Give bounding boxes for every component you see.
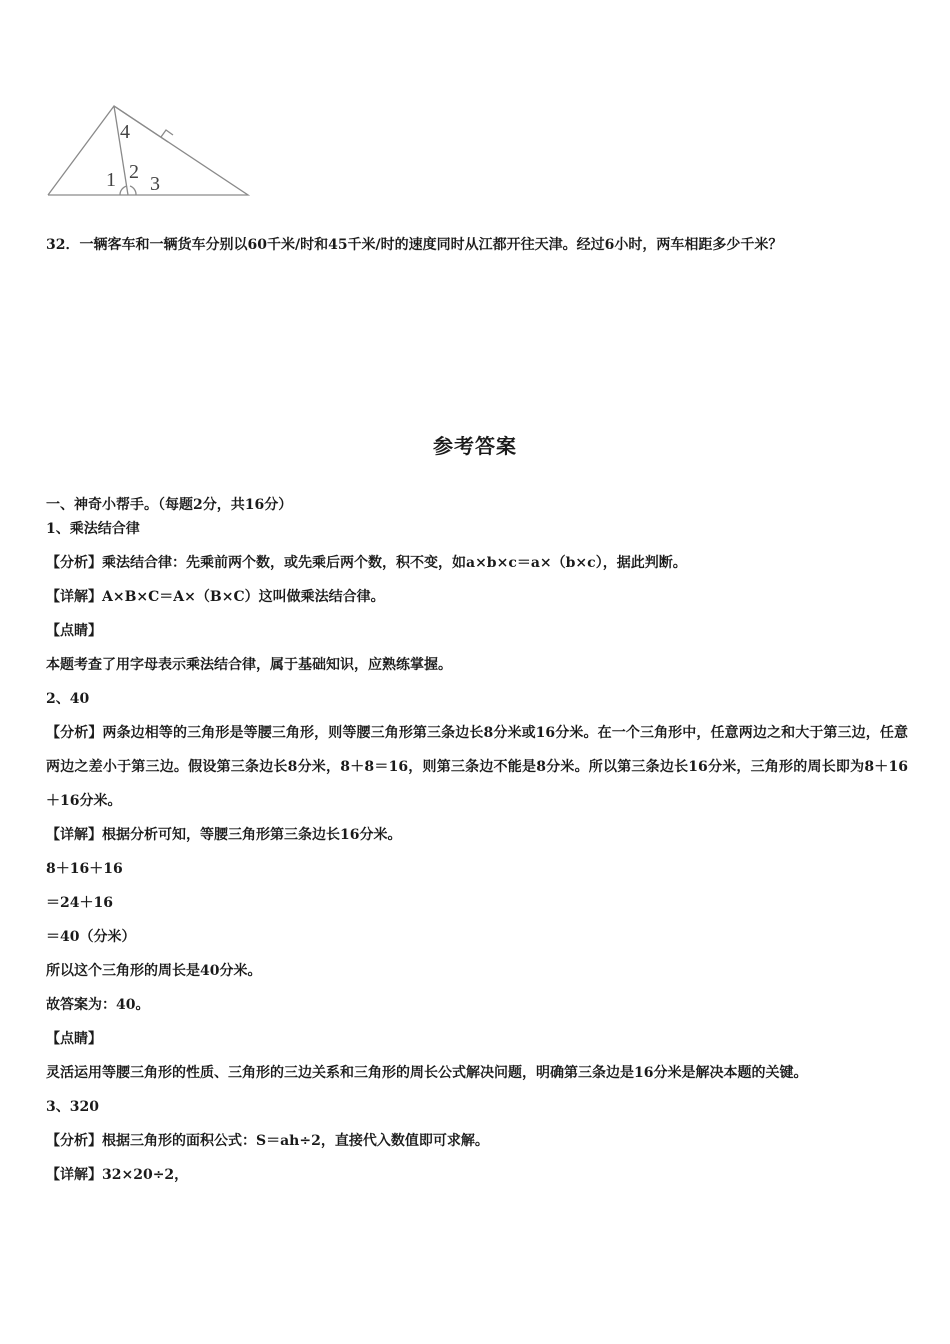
answer-2-title: 2、40 [46,691,90,707]
right-angle-mark [161,130,173,137]
answer-1-analysis: 【分析】乘法结合律：先乘前两个数，或先乘后两个数，积不变，如a×b×c＝a×（b×c），据此判断。 [46,555,687,571]
angle-bisector-line [114,106,128,195]
answer-2-conclusion: 所以这个三角形的周长是40分米。 [46,963,262,979]
answer-2-analysis: 【分析】两条边相等的三角形是等腰三角形，则等腰三角形第三条边长8分米或16分米。在一个三角形中，任意两边之和大于第三边，任意两边之差小于第三边。假设第三条边长8分米，8＋8＝16，则第三条边不能是8分米。所以第三条边长16分米，三角形的周长即为8＋16＋16分米。 [46,725,908,809]
answer-2-detail: 【详解】根据分析可知，等腰三角形第三条边长16分米。 [46,827,402,843]
answer-3-detail: 【详解】32×20÷2， [46,1167,189,1183]
answer-1-tip-label: 【点睛】 [46,623,102,639]
answer-2-step-2: ＝24＋16 [46,895,113,911]
angle-arc-3 [130,186,136,195]
answer-1-title: 1、乘法结合律 [46,521,140,537]
angle-label-2: 2 [129,161,139,183]
section-heading: 一、神奇小帮手。（每题2分，共16分） [46,497,293,513]
triangle-outline [48,106,248,195]
angle-label-3: 3 [150,173,160,195]
answer-3-title: 3、320 [46,1099,99,1115]
answer-body [46,494,908,1198]
answer-section-title: 参考答案 [433,434,517,458]
answer-2-step-3: ＝40（分米） [46,929,136,945]
angle-label-4: 4 [120,121,130,143]
triangle-figure [40,100,260,200]
angle-arc-1 [120,186,127,195]
answer-3-analysis: 【分析】根据三角形的面积公式：S＝ah÷2，直接代入数值即可求解。 [46,1133,489,1149]
angle-label-1: 1 [106,169,116,191]
answer-2-tip-label: 【点睛】 [46,1031,102,1047]
answer-2-tip: 灵活运用等腰三角形的性质、三角形的三边关系和三角形的周长公式解决问题，明确第三条边是16分米是解决本题的关键。 [46,1065,808,1081]
answer-1-tip: 本题考查了用字母表示乘法结合律，属于基础知识，应熟练掌握。 [46,657,452,673]
answer-2-final: 故答案为：40。 [46,997,150,1013]
answer-1-detail: 【详解】A×B×C＝A×（B×C）这叫做乘法结合律。 [46,589,385,605]
question-32: 32．一辆客车和一辆货车分别以60千米/时和45千米/时的速度同时从江都开往天津。经过6小时，两车相距多少千米？ [46,237,783,253]
answer-2-step-1: 8＋16＋16 [46,861,123,877]
